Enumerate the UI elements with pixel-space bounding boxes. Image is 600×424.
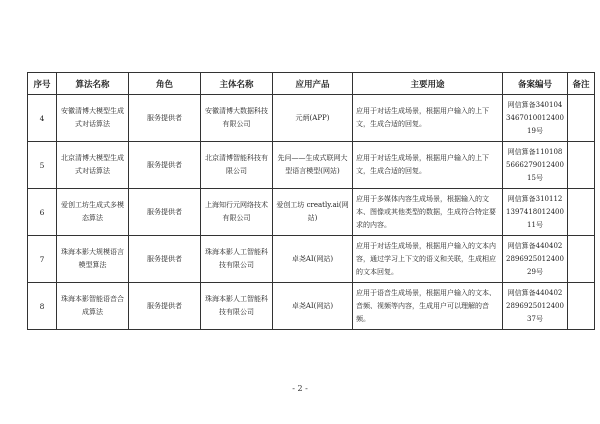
header-filing-number: 备案编号 bbox=[503, 73, 568, 95]
row-algorithm-name: 珠海本影智能语音合成算法 bbox=[57, 283, 129, 330]
header-product: 应用产品 bbox=[273, 73, 353, 95]
row-product: 卓尧AI(网站) bbox=[273, 283, 353, 330]
row-product: 先问——生成式联网大型语言模型(网站) bbox=[273, 142, 353, 189]
row-filing-number: 网信算备440402289692501240037号 bbox=[503, 283, 568, 330]
header-remark: 备注 bbox=[568, 73, 595, 95]
header-index: 序号 bbox=[28, 73, 57, 95]
row-role: 服务提供者 bbox=[129, 95, 201, 142]
table-row bbox=[28, 236, 595, 283]
header-algorithm-name: 算法名称 bbox=[57, 73, 129, 95]
header-role: 角色 bbox=[129, 73, 201, 95]
table-row bbox=[28, 142, 595, 189]
row-purpose: 应用于多媒体内容生成场景，根据输入的文本、图像或其他类型的数据，生成符合特定要求的内容。 bbox=[353, 189, 503, 236]
row-purpose: 应用于对话生成场景，根据用户输入的文本内容，通过学习上下文的语义和关联，生成相应的文本回复。 bbox=[353, 236, 503, 283]
row-remark bbox=[568, 236, 595, 283]
row-role: 服务提供者 bbox=[129, 142, 201, 189]
row-filing-number: 网信算备440402289692501240029号 bbox=[503, 236, 568, 283]
row-product: 卓尧AI(网站) bbox=[273, 236, 353, 283]
row-entity-name: 上海知行元网络技术有限公司 bbox=[201, 189, 273, 236]
row-algorithm-name: 爱创工坊生成式多模态算法 bbox=[57, 189, 129, 236]
table-row bbox=[28, 283, 595, 330]
row-algorithm-name: 珠海本影大规模语言模型算法 bbox=[57, 236, 129, 283]
row-entity-name: 珠海本影人工智能科技有限公司 bbox=[201, 283, 273, 330]
row-product: 元炳(APP) bbox=[273, 95, 353, 142]
row-purpose: 应用于对话生成场景，根据用户输入的上下文，生成合适的回复。 bbox=[353, 95, 503, 142]
row-index: 6 bbox=[28, 189, 57, 236]
table-header-row bbox=[28, 73, 595, 95]
table-row bbox=[28, 189, 595, 236]
algorithm-registry-table bbox=[27, 72, 595, 330]
row-filing-number: 网信算备340104346701001240019号 bbox=[503, 95, 568, 142]
row-purpose: 应用于语音生成场景，根据用户输入的文本、音频、视频等内容，生成用户可以理解的音频。 bbox=[353, 283, 503, 330]
row-entity-name: 北京清博智能科技有限公司 bbox=[201, 142, 273, 189]
page-number: - 2 - bbox=[292, 384, 308, 393]
header-purpose: 主要用途 bbox=[353, 73, 503, 95]
row-remark bbox=[568, 189, 595, 236]
row-remark bbox=[568, 95, 595, 142]
row-algorithm-name: 北京清博大模型生成式对话算法 bbox=[57, 142, 129, 189]
row-role: 服务提供者 bbox=[129, 236, 201, 283]
row-product: 爱创工坊 creatly.ai(网站) bbox=[273, 189, 353, 236]
row-index: 5 bbox=[28, 142, 57, 189]
row-remark bbox=[568, 283, 595, 330]
table-row bbox=[28, 95, 595, 142]
row-remark bbox=[568, 142, 595, 189]
row-filing-number: 网信算备310112139741801240011号 bbox=[503, 189, 568, 236]
row-index: 7 bbox=[28, 236, 57, 283]
row-algorithm-name: 安徽清博大模型生成式对话算法 bbox=[57, 95, 129, 142]
header-entity-name: 主体名称 bbox=[201, 73, 273, 95]
row-index: 4 bbox=[28, 95, 57, 142]
row-entity-name: 安徽清博大数据科技有限公司 bbox=[201, 95, 273, 142]
row-purpose: 应用于对话生成场景，根据用户输入的上下文，生成合适的回复。 bbox=[353, 142, 503, 189]
row-entity-name: 珠海本影人工智能科技有限公司 bbox=[201, 236, 273, 283]
row-filing-number: 网信算备110108566627901240015号 bbox=[503, 142, 568, 189]
row-index: 8 bbox=[28, 283, 57, 330]
row-role: 服务提供者 bbox=[129, 283, 201, 330]
row-role: 服务提供者 bbox=[129, 189, 201, 236]
